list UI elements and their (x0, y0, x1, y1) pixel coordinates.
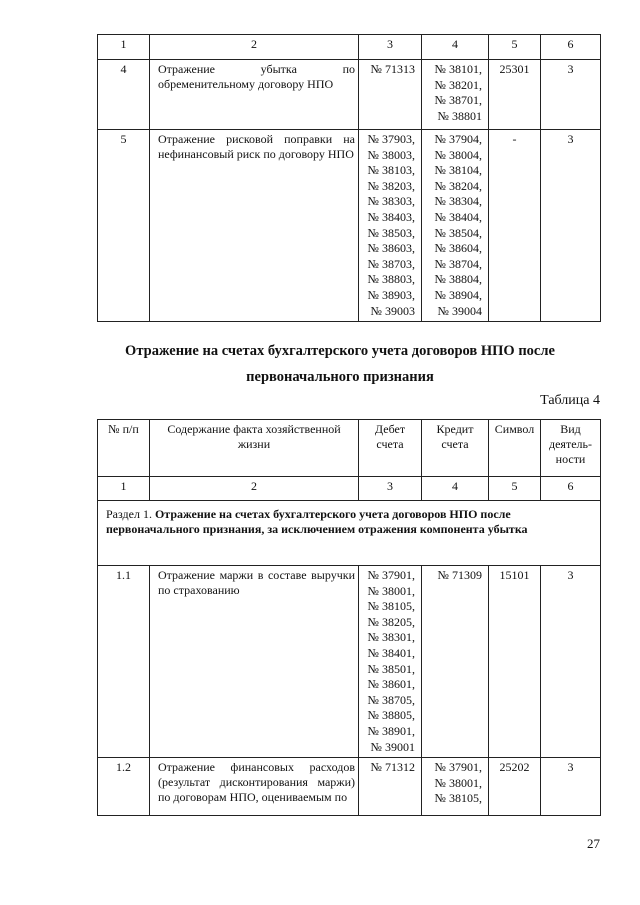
debit-accounts (359, 566, 422, 758)
symbol-cell: 15101 (489, 566, 541, 758)
table-row (98, 566, 601, 758)
row-content: Отражение маржи в составе выручки по страхованию (150, 566, 359, 758)
col-number: 1 (98, 35, 150, 60)
account-number: № 38001, (434, 775, 482, 790)
header-debit: Дебет счета (359, 420, 422, 477)
row-number: 1.1 (98, 566, 150, 758)
account-number: № 38704, (434, 256, 482, 271)
activity-type-cell: 3 (541, 566, 601, 758)
credit-accounts (422, 60, 489, 130)
account-number: № 38401, (367, 645, 415, 660)
account-number: № 38003, (367, 147, 415, 162)
account-number: № 37903, (367, 132, 415, 146)
credit-accounts (422, 130, 489, 322)
section-prefix: Раздел 1. (106, 507, 152, 521)
account-number: № 39001 (370, 739, 415, 754)
account-number: № 38703, (367, 256, 415, 271)
col-number: 3 (359, 477, 422, 501)
account-number: № 38304, (434, 194, 482, 209)
account-number: № 38404, (434, 209, 482, 224)
header-symbol: Символ (489, 420, 541, 477)
account-number: № 37901, (367, 568, 415, 582)
section-row (98, 501, 601, 566)
account-number: № 38603, (367, 241, 415, 256)
account-number: № 38001, (367, 583, 415, 598)
row-content: Отражение рисковой поправки на нефинансовый риск по договору НПО (150, 130, 359, 322)
section-heading-line1: Отражение на счетах бухгалтерского учета договоров НПО после (125, 343, 555, 359)
account-number: № 71313 (370, 62, 415, 76)
table-4 (97, 419, 601, 816)
account-number: № 38105, (434, 791, 482, 806)
credit-accounts (422, 566, 489, 758)
account-number: № 38904, (434, 287, 482, 302)
section-title: Отражение на счетах бухгалтерского учета договоров НПО после первоначального признания, за исключением отражения компонента убытка (106, 507, 528, 536)
col-number: 4 (422, 477, 489, 501)
account-number: № 38104, (434, 163, 482, 178)
activity-type-cell: 3 (541, 60, 601, 130)
account-number: № 38901, (367, 723, 415, 738)
col-number: 1 (98, 477, 150, 501)
page-number: 27 (587, 836, 600, 851)
top-table (97, 34, 601, 322)
account-number: № 38103, (367, 163, 415, 178)
account-number: № 38204, (434, 178, 482, 193)
account-number: № 38201, (434, 77, 482, 92)
account-number: № 38205, (367, 614, 415, 629)
row-content: Отражение убытка по обременительному договору НПО (150, 60, 359, 130)
section-title-cell (98, 501, 601, 566)
debit-accounts (359, 130, 422, 322)
col-number: 6 (541, 35, 601, 60)
row-number: 1.2 (98, 758, 150, 816)
symbol-cell: 25202 (489, 758, 541, 816)
account-number: № 39004 (437, 303, 482, 318)
header-num: № п/п (98, 420, 150, 477)
col-number: 4 (422, 35, 489, 60)
account-number: № 38203, (367, 178, 415, 193)
account-number: № 38705, (367, 692, 415, 707)
credit-accounts (422, 758, 489, 816)
table-row (98, 130, 601, 322)
account-number: № 38805, (367, 708, 415, 723)
account-number: № 38601, (367, 677, 415, 692)
row-content: Отражение финансовых расходов (результат дисконтирования маржи) по договорам НПО, оцениваемым по (150, 758, 359, 816)
account-number: № 38403, (367, 209, 415, 224)
account-number: № 71312 (370, 760, 415, 775)
account-number: № 71309 (437, 568, 482, 582)
header-content: Содержание факта хозяйственной жизни (150, 420, 359, 477)
col-number: 6 (541, 477, 601, 501)
account-number: № 37904, (434, 132, 482, 146)
account-number: № 38801 (437, 108, 482, 123)
account-number: № 38504, (434, 225, 482, 240)
col-number: 3 (359, 35, 422, 60)
account-number: № 38604, (434, 241, 482, 256)
account-number: № 38701, (434, 93, 482, 108)
section-heading-line2: первоначального признания (246, 369, 434, 385)
table-col-numbers (98, 477, 601, 501)
table-row (98, 60, 601, 130)
account-number: № 38903, (367, 287, 415, 302)
account-number: № 38301, (367, 630, 415, 645)
col-number: 5 (489, 35, 541, 60)
symbol-cell: 25301 (489, 60, 541, 130)
account-number: № 38803, (367, 272, 415, 287)
debit-accounts (359, 758, 422, 816)
account-number: № 38303, (367, 194, 415, 209)
debit-accounts (359, 60, 422, 130)
activity-type-cell: 3 (541, 130, 601, 322)
account-number: № 38503, (367, 225, 415, 240)
symbol-cell: - (489, 130, 541, 322)
account-number: № 38501, (367, 661, 415, 676)
account-number: № 38004, (434, 147, 482, 162)
row-number: 4 (98, 60, 150, 130)
table-row (98, 758, 601, 816)
table-caption: Таблица 4 (540, 393, 600, 408)
col-number: 5 (489, 477, 541, 501)
account-number: № 39003 (370, 303, 415, 318)
top-table-col-numbers (98, 35, 601, 60)
account-number: № 37901, (434, 760, 482, 775)
account-number: № 38804, (434, 272, 482, 287)
account-number: № 38101, (434, 62, 482, 76)
header-activity-type: Вид деятель-ности (541, 420, 601, 477)
col-number: 2 (150, 477, 359, 501)
header-credit: Кредит счета (422, 420, 489, 477)
col-number: 2 (150, 35, 359, 60)
row-number: 5 (98, 130, 150, 322)
activity-type-cell: 3 (541, 758, 601, 816)
account-number: № 38105, (367, 599, 415, 614)
table-header-row (98, 420, 601, 477)
